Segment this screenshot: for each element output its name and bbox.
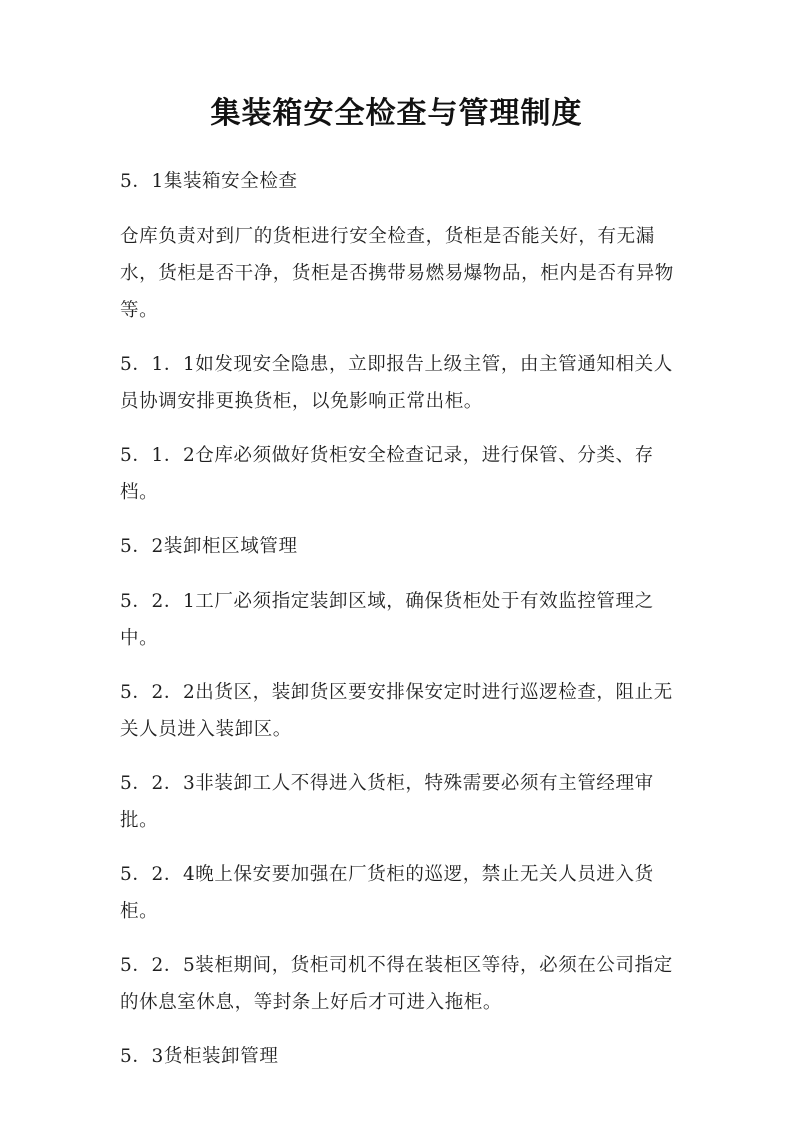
- section-heading: 5．1集装箱安全检查: [120, 171, 298, 192]
- document-title: 集装箱安全检查与管理制度: [210, 96, 583, 131]
- paragraph: 5．1．1如发现安全隐患，立即报告上级主管，由主管通知相关人员协调安排更换货柜，以免影响正常出柜。: [120, 354, 673, 412]
- document-body: [120, 163, 676, 1093]
- paragraph: 仓库负责对到厂的货柜进行安全检查，货柜是否能关好，有无漏水，货柜是否干净，货柜是否携带易燃易爆物品，柜内是否有异物等。: [120, 226, 674, 321]
- paragraph: 5．1．2仓库必须做好货柜安全检查记录，进行保管、分类、存档。: [120, 445, 654, 503]
- paragraph: 5．2．5装柜期间，货柜司机不得在装柜区等待，必须在公司指定的休息室休息，等封条上好后才可进入拖柜。: [120, 955, 673, 1013]
- paragraph: 5．2．3非装卸工人不得进入货柜，特殊需要必须有主管经理审批。: [120, 773, 654, 831]
- paragraph: 5．2．4晚上保安要加强在厂货柜的巡逻，禁止无关人员进入货柜。: [120, 864, 654, 922]
- section-heading: 5．3货柜装卸管理: [120, 1046, 279, 1067]
- paragraph: 5．2．1工厂必须指定装卸区域，确保货柜处于有效监控管理之中。: [120, 591, 654, 649]
- paragraph: 5．2．2出货区，装卸货区要安排保安定时进行巡逻检查，阻止无关人员进入装卸区。: [120, 682, 673, 740]
- section-heading: 5．2装卸柜区域管理: [120, 536, 298, 557]
